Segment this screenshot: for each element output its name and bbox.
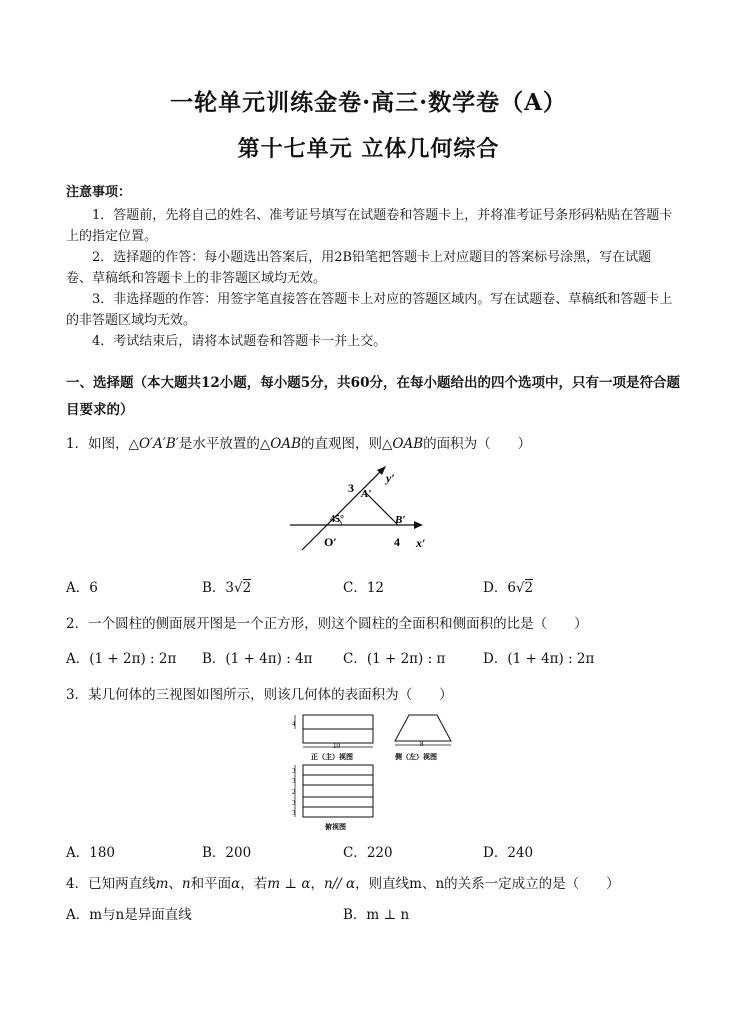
top-view-rect [303, 765, 373, 817]
q3-option-a: A．180 [66, 845, 116, 861]
q4-cond2: n// α [323, 876, 356, 892]
top-caption: 俯视图 [325, 823, 346, 831]
q3-option-d: D．240 [483, 845, 534, 861]
notice-item-1: 1．答题前，先将自己的姓名、准考证号填写在试题卷和答题卡上，并将准考证号条形码粘贴在答题卡上的指定位置。 [66, 208, 673, 244]
q1-option-b-rad: 2 [242, 580, 252, 596]
q4-alpha: α [231, 876, 241, 892]
question-3: 3．某几何体的三视图如图所示，则该几何体的表面积为（ ） [66, 687, 453, 703]
paper-title: 一轮单元训练金卷·高三·数学卷（A） [170, 89, 567, 116]
top-dim-3a: 3 [292, 767, 296, 775]
side-caption: 侧（左）视图 [395, 753, 437, 761]
q4-post: ，则直线m、n的关系一定成立的是（ ） [355, 876, 620, 892]
q1-tri3: △OAB [382, 436, 424, 452]
sqrt-sign: √ [515, 580, 525, 596]
q4-n: n [181, 876, 191, 892]
q3-figure [285, 707, 485, 835]
q1-option-b-pre: B．3 [202, 580, 235, 596]
q4-sep: 、 [168, 876, 182, 892]
label-x: x′ [416, 536, 426, 550]
top-dim-2: 2 [292, 788, 296, 796]
section-heading: 一、选择题（本大题共12小题，每小题5分，共60分，在每小题给出的四个选项中，只有一项是符合题目要求的） [66, 375, 680, 418]
label-b: B′ [395, 514, 406, 526]
side-dim-8: 8 [420, 740, 424, 748]
y-axis-line [302, 469, 383, 550]
label-4: 4 [394, 535, 400, 549]
front-dim-4: 4 [292, 720, 296, 728]
q1-option-c: C．12 [343, 580, 385, 596]
question-1 [66, 432, 531, 452]
q3-option-c: C．220 [343, 845, 393, 861]
q1-option-d [483, 576, 533, 596]
sqrt-sign: √ [234, 580, 243, 596]
side-view-trapezoid [395, 715, 451, 741]
unit-title: 第十七单元 立体几何综合 [237, 136, 500, 162]
q4-m: m [155, 876, 169, 892]
q2-option-a: A．(1 + 2π) : 2π [66, 651, 177, 667]
label-angle: 45° [330, 514, 344, 525]
q1-option-a: A．6 [66, 580, 98, 596]
label-y: y′ [386, 471, 395, 485]
q1-pre: 1．如图， [66, 436, 129, 452]
notice-heading: 注意事项： [66, 185, 132, 200]
x-axis-arrow [414, 521, 423, 529]
q4-mid: 和平面 [190, 876, 232, 892]
top-dim-3c: 3 [292, 799, 296, 807]
label-3: 3 [348, 481, 354, 495]
q1-option-d-rad: 2 [524, 580, 534, 596]
q1-figure [280, 460, 440, 556]
q1-option-b [202, 576, 251, 596]
top-dim-3b: 3 [292, 777, 296, 785]
q1-tri1: △O′A′B′ [128, 436, 179, 452]
q2-option-b: B．(1 + 4π) : 4π [202, 651, 313, 667]
q1-post: 的面积为（ ） [423, 436, 532, 452]
q3-option-b: B．200 [202, 845, 252, 861]
q2-option-c: C．(1 + 2π) : π [343, 651, 446, 667]
q4-option-a: A．m与n是异面直线 [66, 907, 192, 923]
q4-mid2: ，若 [240, 876, 268, 892]
q2-option-d: D．(1 + 4π) : 2π [483, 651, 595, 667]
q1-tri2: △OAB [259, 436, 302, 452]
question-4 [66, 872, 620, 892]
question-2: 2．一个圆柱的侧面展开图是一个正方形，则这个圆柱的全面积和侧面积的比是（ ） [66, 616, 588, 632]
top-dim-3d: 3 [292, 809, 296, 817]
q4-option-b: B．m ⊥ n [343, 907, 410, 923]
q1-option-d-pre: D．6 [483, 580, 516, 596]
front-dim-10: 10 [333, 742, 340, 750]
q4-comma: ， [310, 876, 324, 892]
label-a: A′ [361, 488, 372, 500]
q4-pre: 4．已知两直线 [66, 876, 156, 892]
q1-mid: 是水平放置的 [178, 436, 260, 452]
q4-cond1: m ⊥ α [267, 876, 311, 892]
label-o: O′ [324, 535, 337, 549]
notice-item-4: 4．考试结束后，请将本试题卷和答题卡一并上交。 [92, 334, 387, 349]
q1-mid2: 的直观图，则 [301, 436, 383, 452]
notice-item-2: 2．选择题的作答：每小题选出答案后，用2B铅笔把答题卡上对应题目的答案标号涂黑，写在试题卷、草稿纸和答题卡上的非答题区域均无效。 [66, 250, 652, 286]
notice-item-3: 3．非选择题的作答：用签字笔直接答在答题卡上对应的答题区域内。写在试题卷、草稿纸和答题卡上的非答题区域均无效。 [66, 292, 673, 328]
front-caption: 正（主）视图 [311, 753, 353, 761]
